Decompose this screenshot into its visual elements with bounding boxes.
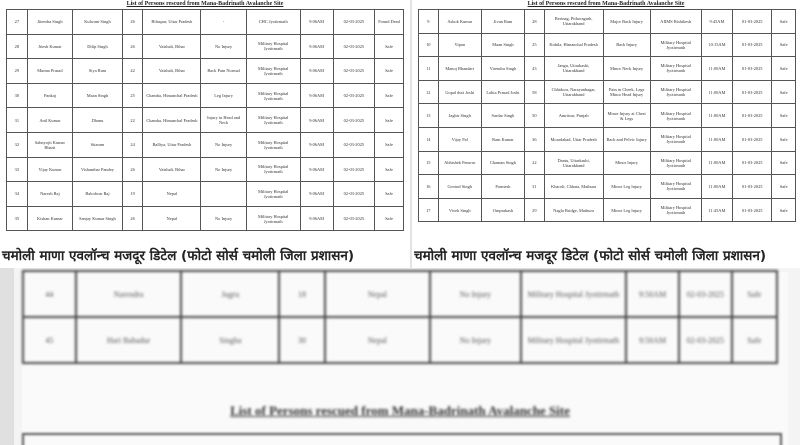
table-row xyxy=(7,206,404,231)
table-cell: Govind Singh xyxy=(438,175,481,199)
document-title: List of Persons rescued from Mana-Badrinath Avalanche Site xyxy=(527,1,685,7)
table-cell: Manoj Bhandari xyxy=(438,57,481,81)
document-title: List of Persons rescued from Mana-Badrinath Avalanche Site xyxy=(126,1,284,7)
table-cell: Jivan Ram xyxy=(481,10,524,34)
table-cell: Vivek Singh xyxy=(438,198,481,222)
table-cell: 30 xyxy=(7,83,28,108)
table-cell: Minor Leg Injury xyxy=(603,198,650,222)
table-cell: - xyxy=(201,10,246,35)
table-cell: 02-03-2025 xyxy=(333,206,374,231)
rescued-persons-table xyxy=(418,9,796,222)
table-cell: 26 xyxy=(122,206,143,231)
table-row xyxy=(7,182,404,207)
table-row xyxy=(7,10,404,35)
table-cell: Lalita Prasad Joshi xyxy=(481,80,524,104)
table-cell: 29 xyxy=(7,59,28,84)
table-cell: Jangu, Uttarkashi, Uttarakhand xyxy=(544,57,603,81)
table-row xyxy=(419,175,796,199)
table-cell: Military Hospital Jyotirmath xyxy=(650,127,701,151)
table-cell: Maan Singh xyxy=(481,33,524,57)
table-cell: Munna Prasad xyxy=(27,59,72,84)
table-cell: 10 xyxy=(419,33,439,57)
table-cell: Safe xyxy=(772,175,796,199)
table-cell: 14 xyxy=(419,127,439,151)
table-cell: 17 xyxy=(419,198,439,222)
table-cell: 02-03-2025 xyxy=(333,10,374,35)
table-cell: 28 xyxy=(7,34,28,59)
table-cell: Dilip Singh xyxy=(73,34,123,59)
table-row xyxy=(7,83,404,108)
rescued-persons-table-zoomed xyxy=(22,270,778,364)
table-cell: Jugru xyxy=(181,271,279,317)
table-cell: 02-03-2025 xyxy=(333,132,374,157)
table-cell: 01-03-2025 xyxy=(733,80,772,104)
zoomed-document-section xyxy=(0,268,800,445)
table-cell: 24 xyxy=(122,132,143,157)
table-cell: Nepal xyxy=(143,206,201,231)
table-cell: Safe xyxy=(375,59,404,84)
photo-caption-left: चमोली माणा एवलॉन्च मजदूर डिटेल (फोटो सोर्स चमोली जिला प्रशासन) xyxy=(2,244,354,268)
table-cell: Safe xyxy=(375,157,404,182)
table-cell: 11:00AM xyxy=(701,175,732,199)
table-cell: Nepal xyxy=(325,271,431,317)
table-cell: Chaman Singh xyxy=(481,151,524,175)
table-cell: 9:50AM xyxy=(626,317,679,363)
table-cell: Safe xyxy=(732,271,777,317)
table-cell: Pain in Cheek, Legs Minor Head Injury xyxy=(603,80,650,104)
table-cell: Safe xyxy=(772,151,796,175)
table-cell: 01-03-2025 xyxy=(733,104,772,128)
table-cell: 9:06AM xyxy=(300,206,333,231)
table-cell: Safe xyxy=(375,182,404,207)
table-cell: 44 xyxy=(23,271,76,317)
table-cell: Injury in Head and Neck xyxy=(201,108,246,133)
table-cell: Military Hospital Jyotirmath xyxy=(521,271,627,317)
table-cell: 02-03-2025 xyxy=(333,157,374,182)
table-cell: 02-03-2025 xyxy=(333,108,374,133)
table-cell: Gopal dutt Joshi xyxy=(438,80,481,104)
table-cell: Nepal xyxy=(143,182,201,207)
table-cell: 9:06AM xyxy=(300,10,333,35)
table-row xyxy=(419,151,796,175)
table-row xyxy=(7,108,404,133)
table-cell: Ashok Kumar xyxy=(438,10,481,34)
table-cell: Minor Injury xyxy=(603,151,650,175)
table-cell: Leg Injury xyxy=(201,83,246,108)
table-cell: Balodwar Raj xyxy=(73,182,123,207)
table-row xyxy=(419,10,796,34)
table-cell: Sanjay Kumar Singh xyxy=(73,206,123,231)
table-cell: 30 xyxy=(279,317,324,363)
table-cell: Kuhila, Himanchal Pradesh xyxy=(544,33,603,57)
table-cell: Jitendra Singh xyxy=(27,10,72,35)
table-cell: Naresh Raj xyxy=(27,182,72,207)
table-cell: Siya Ram xyxy=(73,59,123,84)
table-cell: Chhidora, Narayanbagar, Uttarakhand xyxy=(544,80,603,104)
table-cell: 18 xyxy=(279,271,324,317)
table-cell: Vipan xyxy=(438,33,481,57)
table-cell: Back Injury xyxy=(603,33,650,57)
table-cell: 13 xyxy=(419,104,439,128)
table-cell: 12 xyxy=(419,80,439,104)
table-cell: Omprakash xyxy=(481,198,524,222)
table-cell: No Injury xyxy=(201,206,246,231)
table-cell: 01-03-2025 xyxy=(733,10,772,34)
table-cell: 02-03-2025 xyxy=(333,34,374,59)
table-cell: Vishambar Pandey xyxy=(73,157,123,182)
table-cell: Military Hospital Jyotirmath xyxy=(246,83,300,108)
table-cell: 26 xyxy=(122,157,143,182)
document-panel-left xyxy=(0,0,410,242)
table-cell: 31 xyxy=(7,108,28,133)
table-cell: 19 xyxy=(122,182,143,207)
table-cell: Sitaram xyxy=(73,132,123,157)
table-cell: Military Hospital Jyotirmath xyxy=(246,206,300,231)
table-cell: Military Hospital Jyotirmath xyxy=(246,182,300,207)
table-cell: Military Hospital Jyotirmath xyxy=(650,104,701,128)
table-row xyxy=(7,132,404,157)
table-cell: 9 xyxy=(419,10,439,34)
table-cell: No Injury xyxy=(430,271,520,317)
table-cell: 11:00AM xyxy=(701,151,732,175)
table-cell: Hari Bahadur xyxy=(76,317,182,363)
table-cell: 11:00AM xyxy=(701,57,732,81)
table-cell: 9:06AM xyxy=(300,59,333,84)
table-cell: Military Hospital Jyotirmath xyxy=(650,57,701,81)
table-row xyxy=(419,57,796,81)
table-row xyxy=(23,271,777,317)
table-cell: 11:45AM xyxy=(701,198,732,222)
table-row xyxy=(419,104,796,128)
table-cell: No Injury xyxy=(201,157,246,182)
table-cell: Chamba, Himanchal Pradesh xyxy=(143,83,201,108)
table-cell: 26 xyxy=(122,34,143,59)
table-cell: Sardar Singh xyxy=(481,104,524,128)
table-cell: Pankaj xyxy=(27,83,72,108)
table-cell: Kishan Kumar xyxy=(27,206,72,231)
table-cell: No Injury xyxy=(430,317,520,363)
table-cell: 9:06AM xyxy=(300,157,333,182)
table-cell: 45 xyxy=(23,317,76,363)
table-row xyxy=(419,80,796,104)
table-cell: 9:45AM xyxy=(701,10,732,34)
table-row xyxy=(419,198,796,222)
table-cell: AIIMS Rishikesh xyxy=(650,10,701,34)
table-cell: 02-03-2025 xyxy=(679,317,732,363)
table-cell: Minor Neck Injury xyxy=(603,57,650,81)
table-cell: Safe xyxy=(772,104,796,128)
table-cell: 34 xyxy=(7,182,28,207)
table-cell: Kulwant Singh xyxy=(73,10,123,35)
table-cell: 32 xyxy=(7,132,28,157)
table-cell: 02-03-2025 xyxy=(333,83,374,108)
table-cell: Vaishali, Bihar xyxy=(143,34,201,59)
table-cell: Parmesh xyxy=(481,175,524,199)
table-cell: Vaishali, Bihar xyxy=(143,157,201,182)
table-cell: 9:06AM xyxy=(300,83,333,108)
table-cell: 01-03-2025 xyxy=(733,127,772,151)
table-cell: Amritsar, Punjab xyxy=(544,104,603,128)
table-cell: 42 xyxy=(122,59,143,84)
table-cell: 11:00AM xyxy=(701,104,732,128)
table-cell: Sahnyojit Kumar Bharti xyxy=(27,132,72,157)
table-cell: 02-03-2025 xyxy=(333,59,374,84)
table-cell: 01-03-2025 xyxy=(733,33,772,57)
table-cell xyxy=(201,182,246,207)
table-cell: Virendra Singh xyxy=(481,57,524,81)
photo-caption-right: चमोली माणा एवलॉन्च मजदूर डिटेल (फोटो सोर्स चमोली जिला प्रशासन) xyxy=(414,244,800,268)
table-cell: 10:15AM xyxy=(701,33,732,57)
table-cell: Ram Kumar xyxy=(481,127,524,151)
table-cell: Maan Singh xyxy=(73,83,123,108)
table-cell: Military Hospital Jyotirmath xyxy=(650,151,701,175)
table-cell: Dhanu xyxy=(73,108,123,133)
table-cell: Safe xyxy=(375,83,404,108)
table-cell: 9:06AM xyxy=(300,34,333,59)
table-cell: 16 xyxy=(419,175,439,199)
table-cell: Safe xyxy=(772,80,796,104)
table-cell: Nepal xyxy=(325,317,431,363)
table-cell: Safe xyxy=(375,108,404,133)
table-row xyxy=(7,59,404,84)
table-row xyxy=(23,317,777,363)
table-cell: Safe xyxy=(375,206,404,231)
table-cell: 25 xyxy=(525,33,545,57)
table-cell: Military Hospital Jyotirmath xyxy=(650,175,701,199)
table-cell: Dantu, Uttarkashi, Uttarakhand xyxy=(544,151,603,175)
table-cell: Abhishek Panwar xyxy=(438,151,481,175)
table-cell: Bilaspur, Uttar Pradesh xyxy=(143,10,201,35)
table-cell: 25 xyxy=(122,83,143,108)
table-cell: 22 xyxy=(122,108,143,133)
table-cell: Chamba, Himanchal Pradesh xyxy=(143,108,201,133)
table-cell: Berinag, Pithoragarh, Uttarakhand xyxy=(544,10,603,34)
table-cell: Back Pain Normal xyxy=(201,59,246,84)
table-cell: 01-03-2025 xyxy=(733,151,772,175)
table-cell: Narendra xyxy=(76,271,182,317)
table-cell: 01-03-2025 xyxy=(733,198,772,222)
table-cell: Military Hospital Jyotirmath xyxy=(246,34,300,59)
table-cell: 50 xyxy=(525,104,545,128)
table-cell: Minor Injury at Chest & Legs xyxy=(603,104,650,128)
table-cell: 27 xyxy=(7,10,28,35)
table-row xyxy=(419,33,796,57)
table-cell: 11:00AM xyxy=(701,80,732,104)
table-cell: Moradabad, Uttar Pradesh xyxy=(544,127,603,151)
table-cell: 26 xyxy=(122,10,143,35)
table-cell: 58 xyxy=(525,80,545,104)
table-cell: Military Hospital Jyotirmath xyxy=(246,132,300,157)
table-cell: Military Hospital Jyotirmath xyxy=(246,157,300,182)
table-cell: 9:06AM xyxy=(300,132,333,157)
table-cell: Safe xyxy=(772,33,796,57)
table-cell: Safe xyxy=(772,198,796,222)
table-cell: 02-03-2025 xyxy=(679,271,732,317)
table-cell: 29 xyxy=(525,198,545,222)
table-cell: Vijay Kumar xyxy=(27,157,72,182)
table-cell: Safe xyxy=(375,132,404,157)
table-row xyxy=(7,34,404,59)
table-cell: 9:06AM xyxy=(300,108,333,133)
table-cell: Balliya, Uttar Pradesh xyxy=(143,132,201,157)
table-cell: Found Dead xyxy=(375,10,404,35)
table-cell: Back and Pelvic Injury xyxy=(603,127,650,151)
table-cell: Vijay Pal xyxy=(438,127,481,151)
table-cell: 33 xyxy=(7,157,28,182)
table-cell: Safe xyxy=(772,127,796,151)
table-cell: Major Back Injury xyxy=(603,10,650,34)
document-panel-right xyxy=(412,0,800,242)
table-cell: Kharoli, Chhata, Mathura xyxy=(544,175,603,199)
table-cell: 31 xyxy=(525,175,545,199)
table-cell: 15 xyxy=(419,151,439,175)
table-cell: Jagbir Singh xyxy=(438,104,481,128)
table-cell: 35 xyxy=(7,206,28,231)
left-edge-shadow xyxy=(0,268,14,445)
table-cell: 11:00AM xyxy=(701,127,732,151)
table-cell: Safe xyxy=(772,57,796,81)
table-cell: 36 xyxy=(525,127,545,151)
table-row xyxy=(419,127,796,151)
table-cell: 02-03-2025 xyxy=(333,182,374,207)
table-cell: Military Hospital Jyotirmath xyxy=(246,59,300,84)
table-cell: Military Hospital Jyotirmath xyxy=(650,198,701,222)
table-cell: 43 xyxy=(525,57,545,81)
table-cell: 9:06AM xyxy=(300,182,333,207)
table-header-edge xyxy=(22,433,782,445)
table-cell: 9:50AM xyxy=(626,271,679,317)
table-cell: Jitesh Kumar xyxy=(27,34,72,59)
table-cell: Military Hospital Jyotirmath xyxy=(521,317,627,363)
table-cell: 11 xyxy=(419,57,439,81)
table-cell: Safe xyxy=(375,34,404,59)
table-cell: Nagla Bridge, Mathura xyxy=(544,198,603,222)
table-cell: CHC Jyotirmath xyxy=(246,10,300,35)
table-cell: 01-03-2025 xyxy=(733,175,772,199)
document-title-zoomed: List of Persons rescued from Mana-Badrinath Avalanche Site xyxy=(230,403,570,418)
table-cell: Singha xyxy=(181,317,279,363)
table-row xyxy=(7,157,404,182)
table-cell: Military Hospital Jyotirmath xyxy=(246,108,300,133)
table-cell: Safe xyxy=(772,10,796,34)
table-cell: 22 xyxy=(525,151,545,175)
table-cell: Military Hospital Jyotirmath xyxy=(650,80,701,104)
table-cell: Safe xyxy=(732,317,777,363)
table-cell: Military Hospital Jyotirmath xyxy=(650,33,701,57)
table-cell: 28 xyxy=(525,10,545,34)
table-cell: Minor Leg Injury xyxy=(603,175,650,199)
table-cell: Vaishali, Bihar xyxy=(143,59,201,84)
table-cell: No Injury xyxy=(201,34,246,59)
rescued-persons-table xyxy=(6,9,404,231)
table-cell: Anil Kumar xyxy=(27,108,72,133)
table-cell: 01-03-2025 xyxy=(733,57,772,81)
table-cell: No Injury xyxy=(201,132,246,157)
